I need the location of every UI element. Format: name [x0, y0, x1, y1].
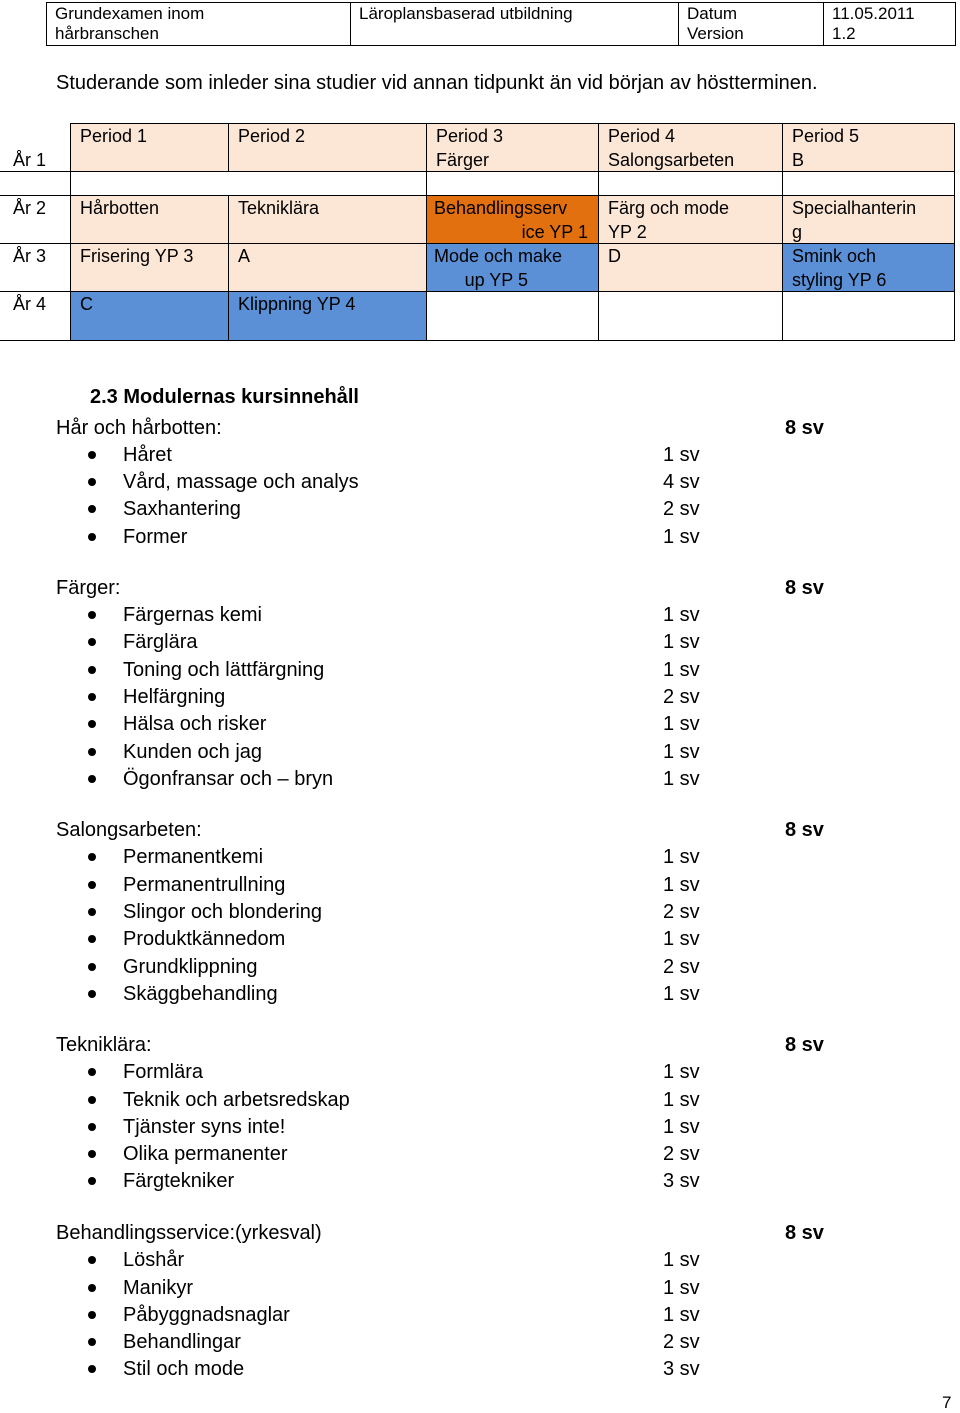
bullet-icon: [88, 693, 96, 701]
item-credits: 1 sv: [663, 604, 700, 626]
cell-klippning: Klippning YP 4: [238, 294, 356, 314]
item-credits: 1 sv: [663, 983, 700, 1005]
bullet-icon: [88, 1123, 96, 1131]
list-item: [0, 982, 960, 1009]
item-credits: 3 sv: [663, 1358, 700, 1380]
item-credits: 2 sv: [663, 901, 700, 923]
bullet-icon: [88, 748, 96, 756]
period-4-label: Period 4: [608, 126, 676, 146]
header-subtitle: Läroplansbaserad utbildning: [359, 4, 573, 23]
item-name: Grundklippning: [123, 956, 258, 978]
bullet-icon: [88, 638, 96, 646]
cell-smink-line1: Smink och: [792, 246, 877, 266]
bullet-icon: [88, 478, 96, 486]
category-title: Tekniklära:: [56, 1034, 152, 1056]
cell-behandlingsservice-line1: Behandlingsserv: [434, 198, 568, 218]
category-title: Hår och hårbotten:: [56, 417, 222, 439]
item-name: Toning och lättfärgning: [123, 659, 325, 681]
bullet-icon: [88, 720, 96, 728]
year-2-label: År 2: [13, 198, 47, 218]
cell-frisering: Frisering YP 3: [80, 246, 194, 266]
list-item: [0, 955, 960, 982]
item-credits: 1 sv: [663, 874, 700, 896]
list-item: [0, 1303, 960, 1330]
header-title-line2: hårbranschen: [55, 24, 159, 43]
bullet-icon: [88, 1096, 96, 1104]
category-total: 8 sv: [785, 819, 824, 841]
item-name: Slingor och blondering: [123, 901, 323, 923]
list-item: [0, 927, 960, 954]
cell-mode-line1: Mode och make: [434, 246, 563, 266]
header-version-value: 1.2: [832, 24, 856, 43]
item-credits: 1 sv: [663, 1089, 700, 1111]
item-credits: 1 sv: [663, 1277, 700, 1299]
item-name: Vård, massage och analys: [123, 471, 359, 493]
list-item: [0, 740, 960, 767]
item-name: Stil och mode: [123, 1358, 245, 1380]
bullet-icon: [88, 1150, 96, 1158]
item-credits: 1 sv: [663, 846, 700, 868]
bullet-icon: [88, 1311, 96, 1319]
bullet-icon: [88, 908, 96, 916]
bullet-icon: [88, 1338, 96, 1346]
list-item: [0, 1169, 960, 1196]
list-item: [0, 497, 960, 524]
cell-smink-line2: styling YP 6: [792, 270, 887, 290]
item-credits: 1 sv: [663, 659, 700, 681]
item-credits: 3 sv: [663, 1170, 700, 1192]
item-credits: 1 sv: [663, 928, 700, 950]
item-credits: 1 sv: [663, 713, 700, 735]
year-4-label: År 4: [13, 294, 47, 314]
bullet-icon: [88, 451, 96, 459]
cell-smink: [784, 244, 894, 292]
list-item: [0, 712, 960, 739]
category-title: Färger:: [56, 577, 121, 599]
list-item: [0, 1357, 960, 1384]
list-item: [0, 1276, 960, 1303]
item-name: Ögonfransar och – bryn: [123, 768, 334, 790]
item-name: Kunden och jag: [123, 741, 263, 763]
item-credits: 2 sv: [663, 498, 700, 520]
cell-behandlingsservice-line2: ice YP 1: [521, 222, 588, 242]
list-item: [0, 685, 960, 712]
category-title: Behandlingsservice:(yrkesval): [56, 1222, 322, 1244]
bullet-icon: [88, 1177, 96, 1185]
bullet-icon: [88, 505, 96, 513]
item-credits: 1 sv: [663, 1249, 700, 1271]
item-name: Hälsa och risker: [123, 713, 267, 735]
item-credits: 1 sv: [663, 1304, 700, 1326]
item-name: Produktkännedom: [123, 928, 286, 950]
item-name: Helfärgning: [123, 686, 226, 708]
item-name: Färgtekniker: [123, 1170, 235, 1192]
list-item: [0, 1088, 960, 1115]
list-item: [0, 658, 960, 685]
list-item: [0, 1142, 960, 1169]
category-title: Salongsarbeten:: [56, 819, 202, 841]
item-credits: 2 sv: [663, 686, 700, 708]
cell-farg-och-mode: [600, 196, 737, 244]
header-title-line1: Grundexamen inom: [55, 4, 205, 23]
cell-c: C: [80, 294, 93, 314]
bullet-icon: [88, 1365, 96, 1373]
bullet-icon: [88, 666, 96, 674]
item-name: Tjänster syns inte!: [123, 1116, 286, 1138]
category-total: 8 sv: [785, 1034, 824, 1056]
list-item: [0, 873, 960, 900]
item-name: Formlära: [123, 1061, 204, 1083]
item-credits: 1 sv: [663, 1061, 700, 1083]
cell-salongsarbeten: Salongsarbeten: [608, 150, 735, 170]
cell-specialhantering: [784, 196, 924, 244]
cell-mode-och-makeup: [426, 244, 598, 292]
period-2-label: Period 2: [238, 126, 306, 146]
item-credits: 1 sv: [663, 526, 700, 548]
item-credits: 2 sv: [663, 956, 700, 978]
bullet-icon: [88, 611, 96, 619]
category-total: 8 sv: [785, 1222, 824, 1244]
year-1-label: År 1: [13, 150, 47, 170]
cell-a: A: [238, 246, 251, 266]
period-3-label: Period 3: [436, 126, 504, 146]
item-name: Löshår: [123, 1249, 185, 1271]
item-credits: 2 sv: [663, 1143, 700, 1165]
list-item: [0, 1115, 960, 1142]
list-item: [0, 767, 960, 794]
list-item: [0, 443, 960, 470]
item-credits: 1 sv: [663, 631, 700, 653]
cell-d: D: [608, 246, 621, 266]
item-credits: 4 sv: [663, 471, 700, 493]
bullet-icon: [88, 1284, 96, 1292]
cell-teknik: Tekniklära: [238, 198, 320, 218]
bullet-icon: [88, 533, 96, 541]
list-item: [0, 630, 960, 657]
cell-spec-line1: Specialhanterin: [792, 198, 917, 218]
item-credits: 1 sv: [663, 741, 700, 763]
item-name: Håret: [123, 444, 172, 466]
item-name: Teknik och arbetsredskap: [123, 1089, 350, 1111]
category-total: 8 sv: [785, 577, 824, 599]
cell-spec-line2: g: [792, 222, 803, 242]
item-name: Saxhantering: [123, 498, 241, 520]
list-item: [0, 845, 960, 872]
cell-farger: Färger: [436, 150, 490, 170]
item-name: Former: [123, 526, 188, 548]
cell-harbotten: Hårbotten: [80, 198, 160, 218]
cell-b: B: [792, 150, 805, 170]
item-name: Skäggbehandling: [123, 983, 278, 1005]
bullet-icon: [88, 1068, 96, 1076]
period-1-label: Period 1: [80, 126, 148, 146]
item-name: Olika permanenter: [123, 1143, 288, 1165]
item-credits: 1 sv: [663, 1116, 700, 1138]
list-item: [0, 470, 960, 497]
bullet-icon: [88, 963, 96, 971]
item-name: Färglära: [123, 631, 198, 653]
header-version-label: Version: [687, 24, 744, 43]
bullet-icon: [88, 853, 96, 861]
list-item: [0, 1330, 960, 1357]
item-credits: 2 sv: [663, 1331, 700, 1353]
list-item: [0, 900, 960, 927]
intro-text: Studerande som inleder sina studier vid annan tidpunkt än vid början av höstterminen.: [56, 72, 818, 94]
item-name: Påbyggnadsnaglar: [123, 1304, 290, 1326]
bullet-icon: [88, 881, 96, 889]
item-credits: 1 sv: [663, 444, 700, 466]
cell-behandlingsservice: [426, 196, 598, 244]
page-number: 7: [942, 1393, 952, 1412]
bullet-icon: [88, 775, 96, 783]
bullet-icon: [88, 990, 96, 998]
list-item: [0, 525, 960, 552]
schedule-grid: [0, 0, 960, 345]
list-item: [0, 1248, 960, 1275]
header-date-label: Datum: [687, 4, 738, 23]
list-item: [0, 603, 960, 630]
item-name: Permanentrullning: [123, 874, 286, 896]
item-credits: 1 sv: [663, 768, 700, 790]
bullet-icon: [88, 1256, 96, 1264]
list-item: [0, 1060, 960, 1087]
header-date-value: 11.05.2011: [832, 4, 915, 23]
section-heading: 2.3 Modulernas kursinnehåll: [90, 386, 359, 408]
year-3-label: År 3: [13, 246, 47, 266]
cell-farg-line2: YP 2: [608, 222, 647, 242]
period-5-label: Period 5: [792, 126, 860, 146]
cell-farg-line1: Färg och mode: [608, 198, 730, 218]
category-total: 8 sv: [785, 417, 824, 439]
item-name: Färgernas kemi: [123, 604, 262, 626]
item-name: Permanentkemi: [123, 846, 264, 868]
item-name: Manikyr: [123, 1277, 194, 1299]
bullet-icon: [88, 935, 96, 943]
item-name: Behandlingar: [123, 1331, 241, 1353]
cell-mode-line2: up YP 5: [464, 270, 528, 290]
